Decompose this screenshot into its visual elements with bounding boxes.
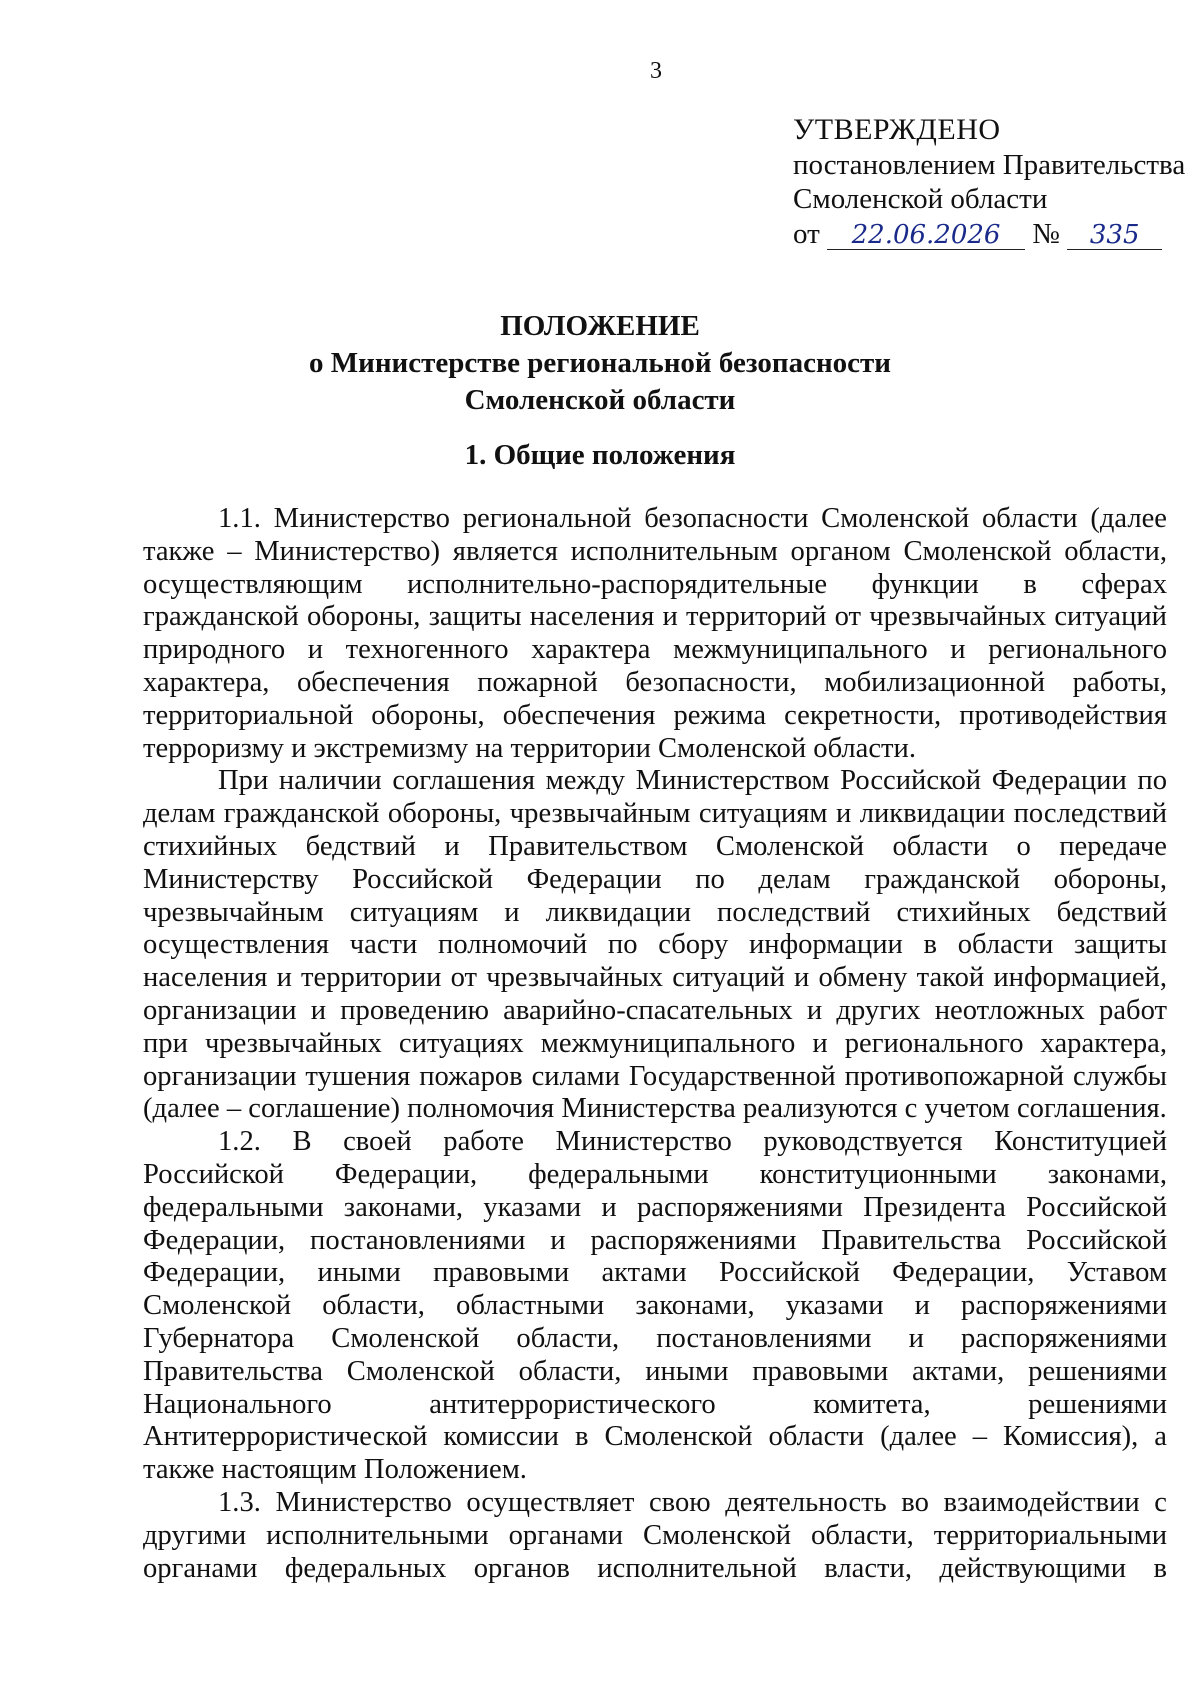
title-main: ПОЛОЖЕНИЕ [500, 310, 700, 342]
approval-heading: УТВЕРЖДЕНО [793, 113, 1001, 146]
approval-stamp-block [793, 113, 1185, 251]
approval-date-line [793, 217, 1185, 252]
body-text [143, 503, 1167, 1585]
title-line-3: Смоленской области [464, 384, 736, 416]
title-line-2: о Министерстве региональной безопасности [309, 347, 891, 379]
page-number: 3 [650, 58, 662, 84]
paragraph: 1.2. В своей работе Министерство руководствуется Конституцией Российской Федерации, федеральными конституционными законами, федеральными законами, указами и распоряжениями Президента Российской Федерации, постановлениями и распоряжениями Правительства Российской Федерации, иными правовыми актами Российской Федерации, Уставом Смоленской области, областными законами, указами и распоряжениями Губернатора Смоленской области, постановлениями и распоряжениями Правительства Смоленской области, иными правовыми актами, решениями Национального антитеррористического комитета, решениями Антитеррористической комиссии в Смоленской области (далее – Комиссия), а также настоящим Положением. [143, 1126, 1167, 1486]
document-title [0, 308, 1200, 419]
number-prefix: № [1032, 217, 1060, 250]
approval-line-2: Смоленской области [793, 183, 1048, 215]
paragraph: При наличии соглашения между Министерством Российской Федерации по делам гражданской обороны, чрезвычайным ситуациям и ликвидации последствий стихийных бедствий и Правительством Смоленской области о передаче Министерству Российской Федерации по делам гражданской обороны, чрезвычайным ситуациям и ликвидации последствий стихийных бедствий осуществления части полномочий по сбору информации в области защиты населения и территории от чрезвычайных ситуаций и обмену такой информацией, организации и проведению аварийно-спасательных и других неотложных работ при чрезвычайных ситуациях межмуниципального и регионального характера, организации тушения пожаров силами Государственной противопожарной службы (далее – соглашение) полномочия Министерства реализуются с учетом соглашения. [143, 765, 1167, 1125]
handwritten-number: 335 [1067, 221, 1162, 250]
approval-line-1: постановлением Правительства [793, 148, 1186, 181]
handwritten-date: 22.06.2026 [827, 221, 1025, 250]
date-prefix: от [793, 217, 820, 250]
paragraph: 1.1. Министерство региональной безопасности Смоленской области (далее также – Министерство) является исполнительным органом Смоленской области, осуществляющим исполнительно-распорядительные функции в сферах гражданской обороны, защиты населения и территорий от чрезвычайных ситуаций природного и техногенного характера межмуниципального и регионального характера, обеспечения пожарной безопасности, мобилизационной работы, территориальной обороны, обеспечения режима секретности, противодействия терроризму и экстремизму на территории Смоленской области. [143, 503, 1167, 764]
section-heading: 1. Общие положения [464, 439, 736, 471]
paragraph: 1.3. Министерство осуществляет свою деятельность во взаимодействии с другими исполнительными органами Смоленской области, территориальными органами федеральных органов исполнительной власти, действующими в [143, 1486, 1167, 1584]
